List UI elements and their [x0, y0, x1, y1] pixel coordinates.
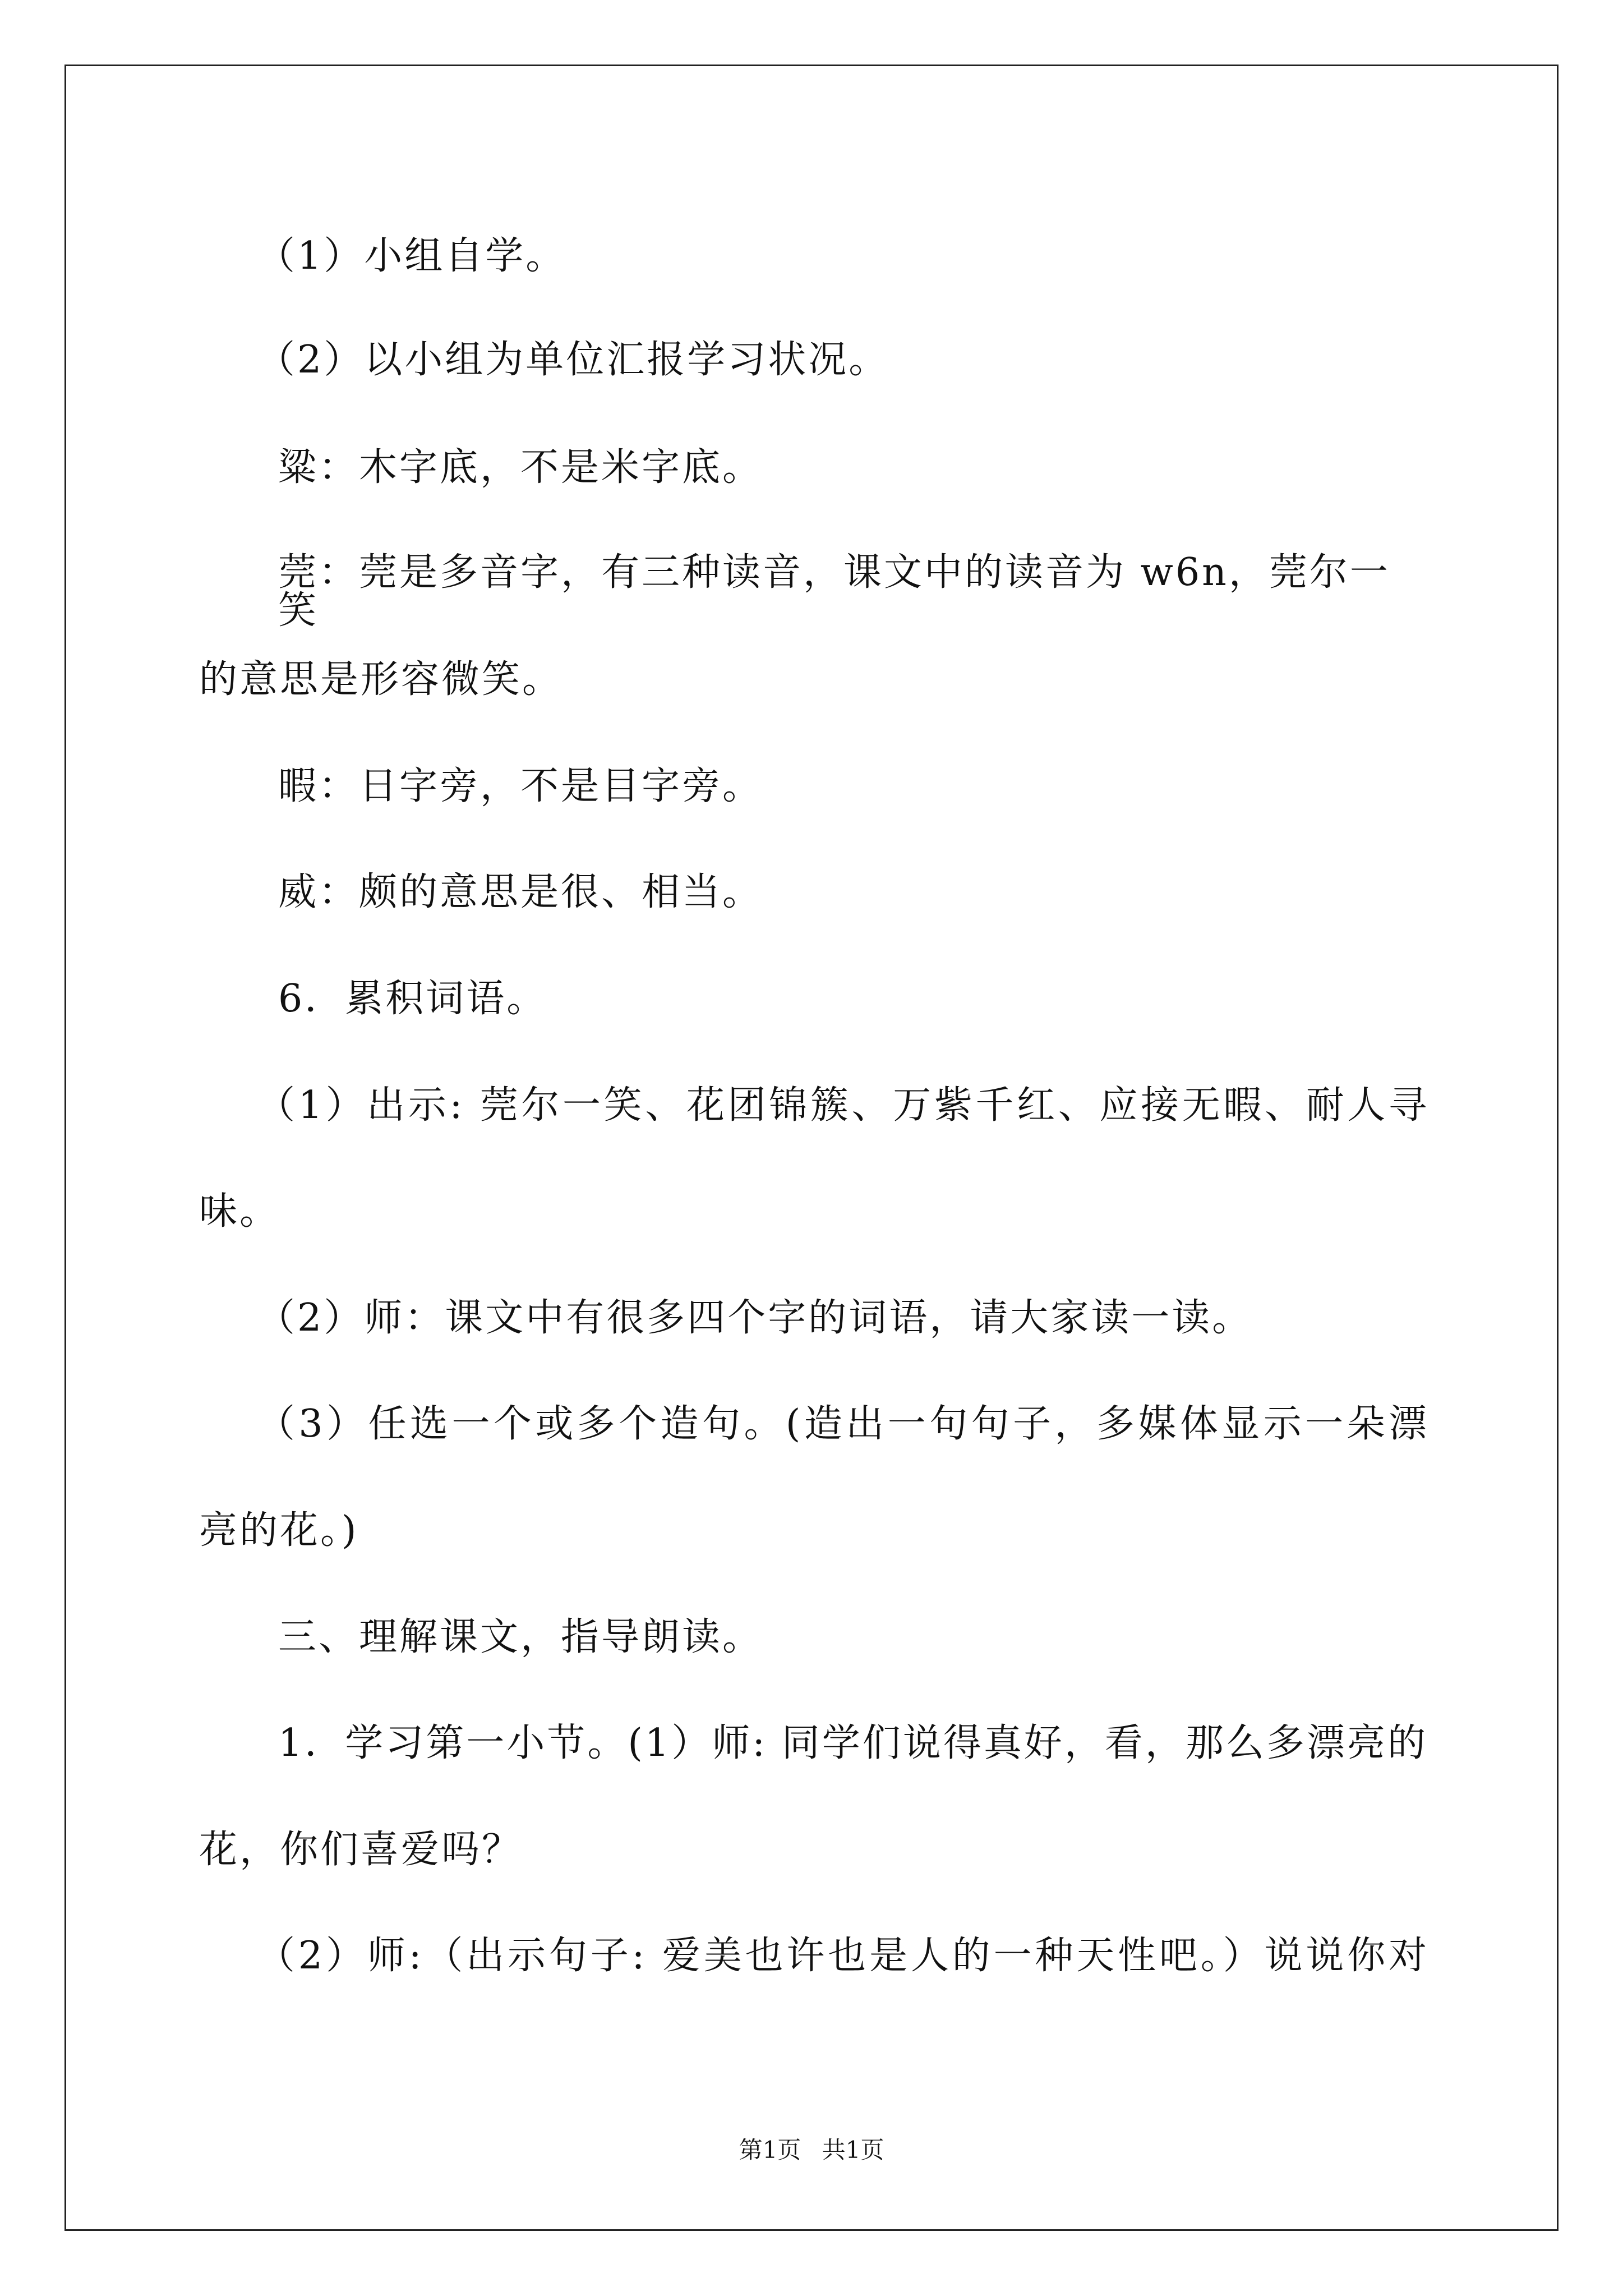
text-line-16: 花，你们喜爱吗？	[199, 1828, 523, 1872]
text-line-15: 1．学习第一小节。(1）师: 同学们说得真好，看，那么多漂亮的	[278, 1721, 1428, 1765]
page-total: 共1页	[822, 2136, 884, 2164]
page-footer	[0, 2138, 1623, 2162]
text-line-9: （1）出示: 莞尔一笑、花团锦簇、万紫千红、应接无暇、耐人寻	[257, 1083, 1429, 1128]
text-line-13: 亮的花。)	[199, 1508, 359, 1553]
text-line-2: （2）以小组为单位汇报学习状况。	[257, 338, 889, 382]
text-line-6: 暇：日字旁，不是目字旁。	[278, 764, 763, 808]
text-line-10: 味。	[199, 1189, 280, 1234]
text-line-3: 粱：木字底，不是米字底。	[278, 445, 763, 490]
text-line-11: （2）师：课文中有很多四个字的词语，请大家读一读。	[257, 1296, 1253, 1340]
text-line-12: （3）任选一个或多个造句。(造出一句句子，多媒体显示一朵漂	[257, 1402, 1429, 1446]
text-line-7: 威：颇的意思是很、相当。	[278, 870, 763, 914]
text-line-4: 莞：莞是多音字，有三种读音，课文中的读音为 w6n，莞尔一笑	[278, 550, 1390, 633]
text-line-8: 6．累积词语。	[278, 977, 547, 1021]
text-line-1: （1）小组自学。	[257, 234, 566, 278]
text-line-5: 的意思是形容微笑。	[199, 657, 563, 702]
page-border	[64, 65, 1559, 2231]
text-line-14: 三、理解课文，指导朗读。	[278, 1615, 763, 1659]
text-line-17: （2）师:（出示句子: 爱美也许也是人的一种天性吧。）说说你对	[257, 1934, 1429, 1978]
page-number: 第1页	[739, 2136, 801, 2164]
